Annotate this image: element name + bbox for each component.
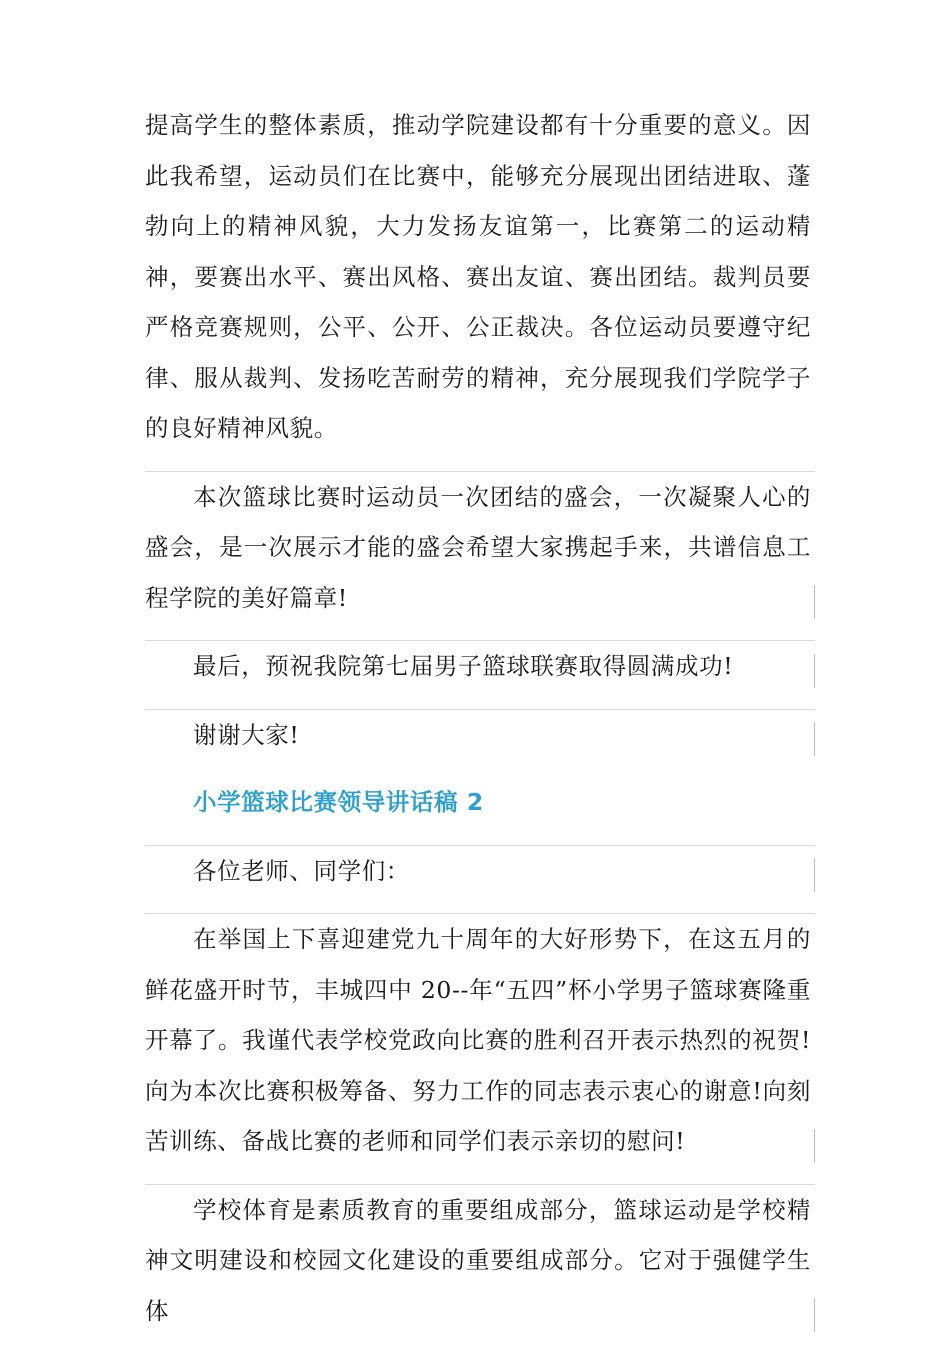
paragraph-school-sports: 学校体育是素质教育的重要组成部分，篮球运动是学校精神文明建设和校园文化建设的重要组成部分。它对于强健学生体 bbox=[145, 1184, 815, 1337]
paragraph-continuation: 提高学生的整体素质，推动学院建设都有十分重要的意义。因此我希望，运动员们在比赛中，能够充分展现出团结进取、蓬勃向上的精神风貌，大力发扬友谊第一，比赛第二的运动精神，要赛出水平、赛出风格、赛出友谊、赛出团结。裁判员要严格竞赛规则，公平、公开、公正裁决。各位运动员要遵守纪律、服从裁判、发扬吃苦耐劳的精神，充分展现我们学院学子的良好精神风貌。 bbox=[145, 111, 811, 442]
section-heading: 小学篮球比赛领导讲话稿 2 bbox=[193, 788, 484, 816]
paragraph-best-wishes: 最后，预祝我院第七届男子篮球联赛取得圆满成功! bbox=[145, 640, 815, 692]
paragraph-basketball-meeting: 本次篮球比赛时运动员一次团结的盛会，一次凝聚人心的盛会，是一次展示才能的盛会希望大家携起手来，共谱信息工程学院的美好篇章! bbox=[145, 471, 815, 624]
paragraph-greeting: 各位老师、同学们： bbox=[145, 845, 815, 897]
document-page bbox=[145, 100, 815, 1353]
paragraph-thanks: 谢谢大家! bbox=[145, 709, 815, 761]
paragraph-opening: 在举国上下喜迎建党九十周年的大好形势下，在这五月的鲜花盛开时节，丰城四中 20--年“五四”杯小学男子篮球赛隆重开幕了。我谨代表学校党政向比赛的胜利召开表示热烈的祝贺!向为本次比赛积极筹备、努力工作的同志表示衷心的谢意!向刻苦训练、备战比赛的老师和同学们表示亲切的慰问! bbox=[145, 913, 815, 1167]
